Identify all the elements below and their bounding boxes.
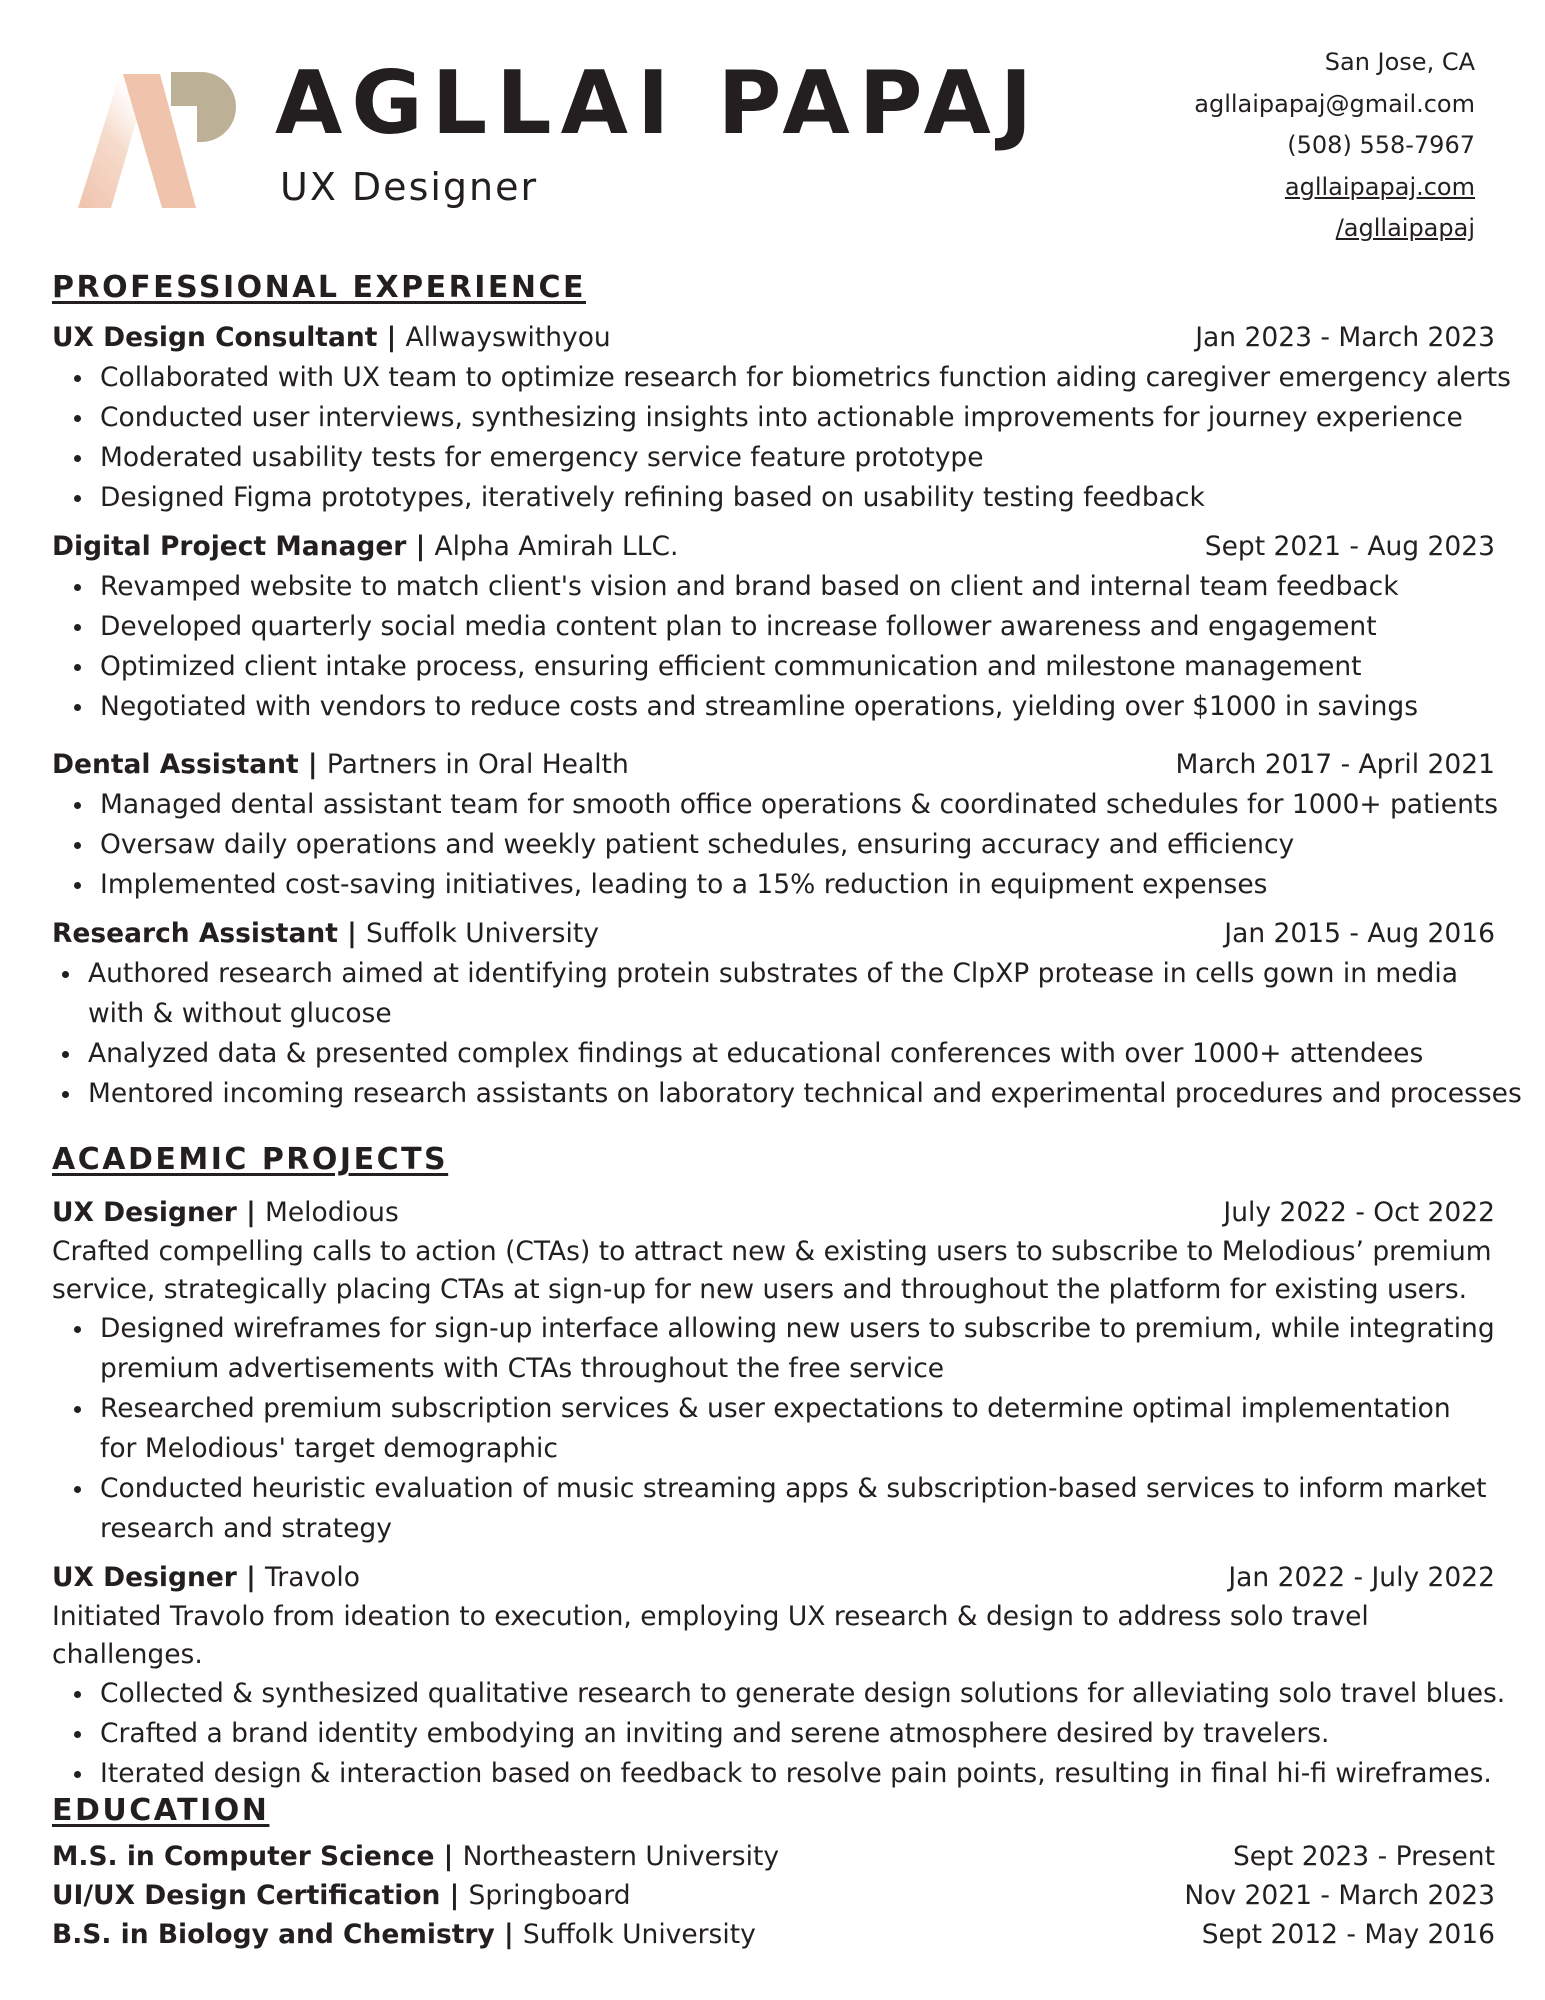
bullet-item: Optimized client intake process, ensuring efficient communication and milestone management: [52, 647, 1495, 687]
job-bullets: [52, 785, 1499, 905]
education-dates: Sept 2023 - Present: [1232, 1841, 1495, 1872]
job-org: Partners in Oral Health: [326, 749, 629, 780]
bullet-item: Authored research aimed at identifying protein substrates of the ClpXP protease in cells gown in media with & without glucose: [52, 954, 1483, 1034]
job-dates: Jan 2015 - Aug 2016: [1224, 918, 1495, 949]
school: Northeastern University: [462, 1841, 780, 1872]
project-description: Crafted compelling calls to action (CTAs) to attract new & existing users to subscribe to Melodious’ premium service, strategically placing CTAs at sign-up for new users and throughout the platform for existing users.: [52, 1236, 1492, 1305]
candidate-name: AGLLAI PAPAJ: [275, 52, 1042, 154]
bullet-item: Oversaw daily operations and weekly patient schedules, ensuring accuracy and efficiency: [52, 825, 1495, 865]
project-entry: [52, 1558, 1506, 1794]
job-header: [52, 318, 1495, 358]
section-heading-projects: ACADEMIC PROJECTS: [52, 1142, 449, 1177]
project-header: [52, 1558, 1495, 1598]
contact-email[interactable]: agllaipapaj@gmail.com: [1194, 89, 1475, 118]
bullet-item: Revamped website to match client's vision and brand based on client and internal team feedback: [52, 567, 1495, 607]
contact-phone: (508) 558-7967: [1287, 131, 1475, 159]
contact-website-link[interactable]: agllaipapaj.com: [1284, 172, 1475, 201]
bullet-item: Conducted heuristic evaluation of music streaming apps & subscription-based services to inform market research and strategy: [52, 1469, 1495, 1549]
project-name: Melodious: [265, 1197, 399, 1228]
education-dates: Sept 2012 - May 2016: [1201, 1919, 1495, 1950]
candidate-role: UX Designer: [280, 165, 539, 209]
job-title: Dental Assistant |: [52, 749, 327, 780]
project-name: Travolo: [265, 1562, 360, 1593]
project-title: UX Designer |: [52, 1197, 266, 1228]
contact-handle-link[interactable]: /agllaipapaj: [1335, 214, 1475, 242]
job-header: [52, 527, 1495, 567]
job-dates: Jan 2023 - March 2023: [1195, 322, 1495, 353]
project-bullets: [52, 1674, 1506, 1794]
job-dates: Sept 2021 - Aug 2023: [1204, 531, 1495, 562]
job-title: Digital Project Manager |: [52, 531, 435, 562]
job-org: Allwayswithyou: [405, 322, 611, 353]
bullet-item: Implemented cost-saving initiatives, leading to a 15% reduction in equipment expenses: [52, 865, 1495, 905]
bullet-item: Iterated design & interaction based on feedback to resolve pain points, resulting in final hi-fi wireframes.: [52, 1754, 1495, 1794]
job-header: [52, 914, 1495, 954]
bullet-item: Managed dental assistant team for smooth office operations & coordinated schedules for 1000+ patients: [52, 785, 1495, 825]
education-row: [52, 1915, 1495, 1954]
project-header: [52, 1193, 1495, 1233]
education-row: [52, 1837, 1495, 1876]
project-description: Initiated Travolo from ideation to execution, employing UX research & design to address solo travel challenges.: [52, 1601, 1369, 1670]
job-entry: [52, 527, 1495, 727]
job-entry: [52, 914, 1522, 1114]
contact-block: [1194, 42, 1475, 250]
bullet-item: Mentored incoming research assistants on laboratory technical and experimental procedures and processes: [52, 1074, 1495, 1114]
job-org: Alpha Amirah LLC.: [434, 531, 679, 562]
school: Suffolk University: [522, 1919, 756, 1950]
bullet-item: Moderated usability tests for emergency service feature prototype: [52, 438, 1495, 478]
bullet-item: Conducted user interviews, synthesizing insights into actionable improvements for journey experience: [52, 398, 1495, 438]
education-list: [52, 1837, 1495, 1954]
job-entry: [52, 318, 1511, 518]
bullet-item: Developed quarterly social media content plan to increase follower awareness and engagement: [52, 607, 1495, 647]
bullet-item: Negotiated with vendors to reduce costs and streamline operations, yielding over $1000 in savings: [52, 687, 1495, 727]
degree: B.S. in Biology and Chemistry |: [52, 1919, 523, 1950]
bullet-item: Designed wireframes for sign-up interface allowing new users to subscribe to premium, while integrating premium advertisements with CTAs throughout the free service: [52, 1309, 1495, 1389]
job-entry: [52, 745, 1499, 905]
bullet-item: Crafted a brand identity embodying an inviting and serene atmosphere desired by travelers.: [52, 1714, 1495, 1754]
section-heading-education: EDUCATION: [52, 1793, 270, 1828]
job-bullets: [52, 358, 1511, 518]
job-bullets: [52, 567, 1495, 727]
bullet-item: Collaborated with UX team to optimize research for biometrics function aiding caregiver emergency alerts: [52, 358, 1495, 398]
job-org: Suffolk University: [366, 918, 599, 949]
degree: M.S. in Computer Science |: [52, 1841, 463, 1872]
education-row: [52, 1876, 1495, 1915]
bullet-item: Researched premium subscription services & user expectations to determine optimal implementation for Melodious' target demographic: [52, 1389, 1495, 1469]
bullet-item: Collected & synthesized qualitative research to generate design solutions for alleviating solo travel blues.: [52, 1674, 1495, 1714]
section-heading-experience: PROFESSIONAL EXPERIENCE: [52, 270, 586, 305]
bullet-item: Designed Figma prototypes, iteratively refining based on usability testing feedback: [52, 478, 1495, 518]
project-dates: Jan 2022 - July 2022: [1228, 1562, 1495, 1593]
degree: UI/UX Design Certification |: [52, 1880, 469, 1911]
project-entry: [52, 1193, 1495, 1549]
project-title: UX Designer |: [52, 1562, 266, 1593]
project-dates: July 2022 - Oct 2022: [1223, 1197, 1495, 1228]
project-bullets: [52, 1309, 1495, 1549]
education-dates: Nov 2021 - March 2023: [1184, 1880, 1495, 1911]
contact-location: San Jose, CA: [1324, 48, 1475, 76]
job-title: Research Assistant |: [52, 918, 367, 949]
job-bullets: [52, 954, 1522, 1114]
job-header: [52, 745, 1495, 785]
job-title: UX Design Consultant |: [52, 322, 406, 353]
ap-monogram-logo: [78, 70, 238, 210]
school: Springboard: [468, 1880, 631, 1911]
bullet-item: Analyzed data & presented complex findings at educational conferences with over 1000+ attendees: [52, 1034, 1495, 1074]
job-dates: March 2017 - April 2021: [1175, 749, 1495, 780]
